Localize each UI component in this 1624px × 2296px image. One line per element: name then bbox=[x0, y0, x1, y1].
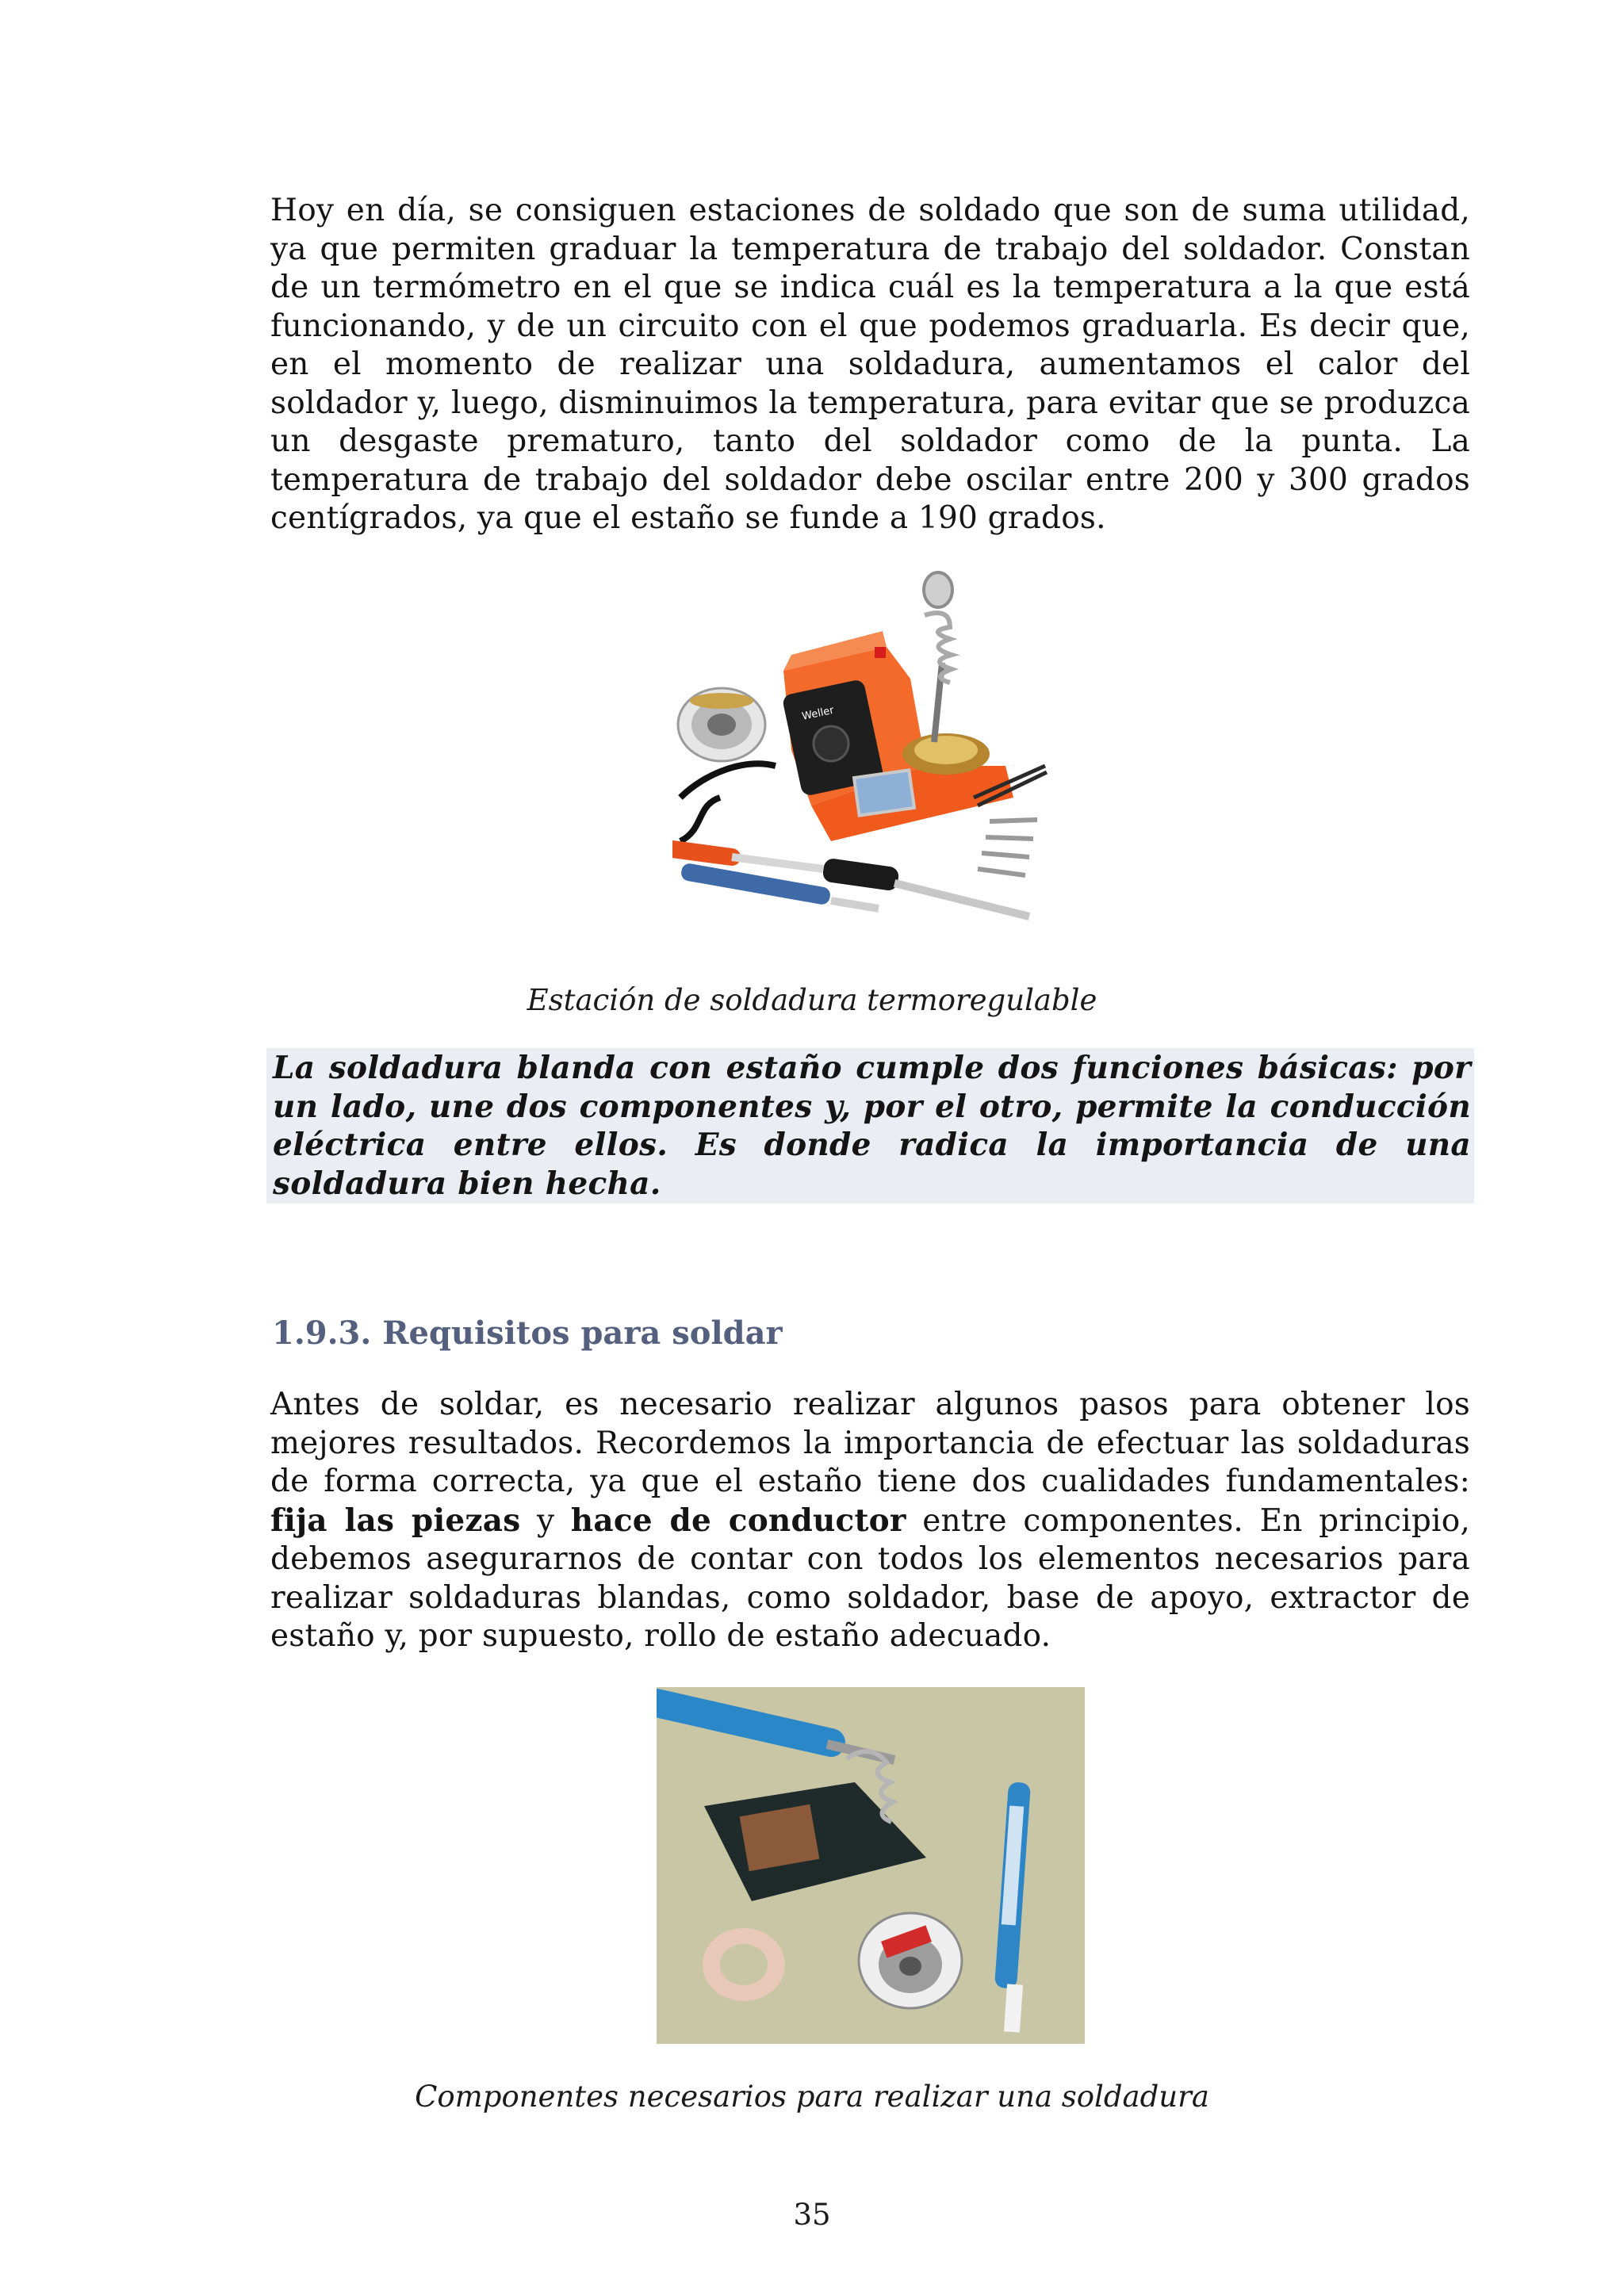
callout-text: La soldadura blanda con estaño cumple dos funciones básicas: por un lado, une dos componentes y, por el otro, permite la conducción eléctrica entre ellos. Es donde radica la importancia de una soldadura bien hecha. bbox=[273, 1050, 1471, 1202]
emphasis-fixes-parts: fija las piezas bbox=[270, 1502, 521, 1539]
figure-caption-station: Estación de soldadura termoregulable bbox=[527, 983, 1097, 1017]
figure-caption-components: Componentes necesarios para realizar una soldadura bbox=[415, 2080, 1209, 2114]
requirements-intro: Antes de soldar, es necesario realizar algunos pasos para obtener los mejores resultados. Recordemos la importancia de efectuar las soldaduras de forma correcta, ya que el estaño tiene dos cualidades fundamentales: bbox=[270, 1387, 1470, 1499]
requirements-joiner: y bbox=[520, 1502, 571, 1539]
desoldering-wick-icon bbox=[703, 1928, 785, 2001]
solder-spool-icon bbox=[678, 688, 765, 761]
emphasis-conductor: hace de conductor bbox=[570, 1502, 906, 1539]
solder-spool-icon bbox=[859, 1913, 962, 2008]
body-paragraph-requirements bbox=[270, 1386, 1470, 1656]
soldering-components-image bbox=[657, 1687, 1085, 2044]
soldering-station-image bbox=[672, 568, 1053, 944]
section-heading: 1.9.3. Requisitos para soldar bbox=[272, 1314, 783, 1352]
station-brand-label: Weller bbox=[801, 704, 836, 723]
page-number: 35 bbox=[793, 2198, 831, 2232]
requirements-rest: entre componentes. En principio, debemos asegurarnos de contar con todos los elementos necesarios para realizar soldaduras blandas, como soldador, base de apoyo, extractor de estaño y, por supuesto, rollo de estaño adecuado. bbox=[270, 1502, 1470, 1654]
highlight-callout-box bbox=[266, 1048, 1474, 1203]
body-paragraph-soldering-stations: Hoy en día, se consiguen estaciones de soldado que son de suma utilidad, ya que permiten graduar la temperatura de trabajo del soldador. Constan de un termómetro en el que se indica cuál es la temperatura a la que está funcionando, y de un circuito con el que podemos graduarla. Es decir que, en el momento de realizar una soldadura, aumentamos el calor del soldador y, luego, disminuimos la temperatura, para evitar que se produzca un desgaste prematuro, tanto del soldador como de la punta. La temperatura de trabajo del soldador debe oscilar entre 200 y 300 grados centígrados, ya que el estaño se funde a 190 grados. bbox=[270, 193, 1470, 536]
